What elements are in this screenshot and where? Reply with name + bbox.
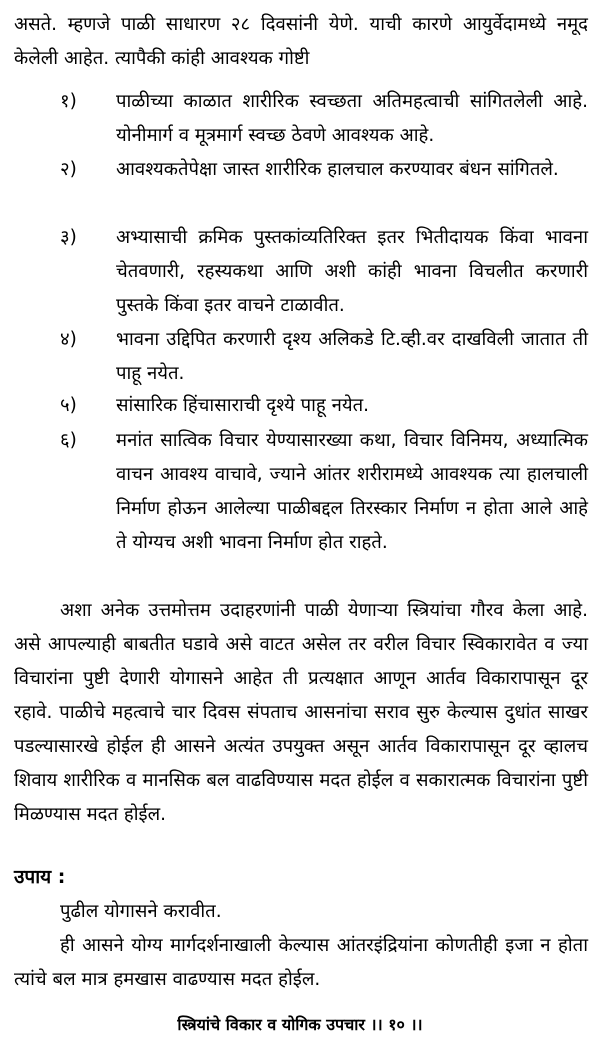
main-paragraph: अशा अनेक उत्तमोत्तम उदाहरणांनी पाळी येणाऱ्या स्त्रियांचा गौरव केला आहे. असे आपल्याही बाबतीत घडावे असे वाटत असेल तर वरील विचार स्विकारावेत व ज्या विचारांना पुष्टी देणारी योगासने आहेत ती प्रत्यक्षात आणून आर्तव विकारापासून दूर रहावे. पाळीचे महत्वाचे चार दिवस संपताच आसनांचा सराव सुरु केल्यास दुधांत साखर पडल्यासारखे होईल ही आसने अत्यंत उपयुक्त असून आर्तव विकारापासून दूर व्हालच शिवाय शारीरिक व मानसिक बल वाढविण्यास मदत होईल व सकारात्मक विचारांना पुष्टी मिळण्यास मदत होईल.	[14, 600, 588, 825]
list-item-text-5: सांसारिक हिंचासाराची दृश्ये पाहू नयेत.	[116, 395, 369, 416]
list-item-number-2: २)	[60, 159, 77, 180]
remedy-heading: उपाय :	[14, 866, 66, 888]
page-footer: स्त्रियांचे विकार व योगिक उपचार ।। १० ।।	[177, 1015, 423, 1034]
list-item-number-6: ६)	[60, 430, 77, 451]
remedy-line-1: पुढील योगासने करावीत.	[60, 901, 222, 922]
list-item-number-4: ४)	[60, 329, 77, 350]
list-item-text-2: आवश्यकतेपेक्षा जास्त शारीरिक हालचाल करण्यावर बंधन सांगितले.	[116, 159, 559, 180]
list-item-number-1: १)	[60, 91, 77, 112]
remedy-line-2: ही आसने योग्य मार्गदर्शनाखाली केल्यास आंतरइंद्रियांना कोणतीही इजा न होता त्यांचे बल मात्र हमखास वाढण्यास मदत होईल.	[14, 935, 588, 990]
list-item-number-3: ३)	[60, 227, 77, 248]
list-item-number-5: ५)	[60, 395, 77, 416]
list-item-text-6: मनांत सात्विक विचार येण्यासारख्या कथा, विचार विनिमय, अध्यात्मिक वाचन आवश्य वाचावे, ज्याने आंतर शरीरामध्ये आवश्यक त्या हालचाली निर्माण होऊन आलेल्या पाळीबद्दल तिरस्कार निर्माण न होता आले आहे ते योग्यच अशी भावना निर्माण होत राहते.	[116, 430, 588, 553]
list-item-text-3: अभ्यासाची क्रमिक पुस्तकांव्यतिरिक्त इतर भितीदायक किंवा भावना चेतवणारी, रहस्यकथा आणि अशी कांही भावना विचलीत करणारी पुस्तके किंवा इतर वाचने टाळावीत.	[116, 227, 588, 316]
intro-paragraph: असते. म्हणजे पाळी साधारण २८ दिवसांनी येणे. याची कारणे आयुर्वेदामध्ये नमूद केलेली आहेत. त्यापैकी कांही आवश्यक गोष्टी	[14, 14, 588, 69]
list-item-text-1: पाळीच्या काळात शारीरिक स्वच्छता अतिमहत्वाची सांगितलेली आहे. योनीमार्ग व मूत्रमार्ग स्वच्छ ठेवणे आवश्यक आहे.	[116, 91, 588, 146]
list-item-text-4: भावना उद्दिपित करणारी दृश्य अलिकडे टि.व्ही.वर दाखविली जातात ती पाहू नयेत.	[116, 329, 588, 384]
